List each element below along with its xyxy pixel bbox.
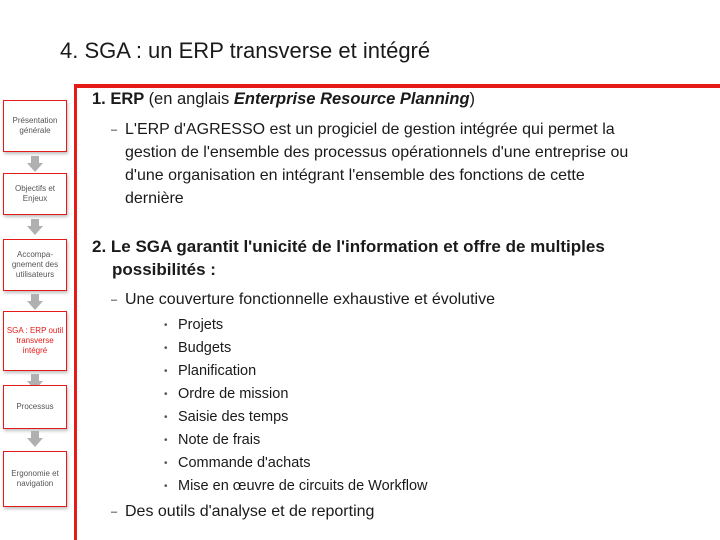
list-item: • Saisie des temps	[164, 409, 289, 425]
sidebar-item-label: Ergonomie et navigation	[11, 469, 59, 488]
sidebar-item-objectifs[interactable]	[3, 173, 67, 215]
list-item: • Ordre de mission	[164, 386, 289, 402]
sidebar-item-label: Présentation générale	[12, 116, 58, 135]
dash-marker: –	[111, 506, 118, 518]
arrow-down-icon	[27, 156, 43, 172]
slide-title: 4. SGA : un ERP transverse et intégré	[60, 38, 431, 63]
sub-point-coverage: Une couverture fonctionnelle exhaustive et évolutive	[125, 291, 495, 308]
point2-heading: 2. Le SGA garantit l'unicité de l'information et offre de multiples possibilités :	[92, 237, 605, 279]
sidebar-item-label: Accompa-gnement des utilisateurs	[11, 250, 59, 279]
sidebar-item-processus[interactable]	[3, 385, 67, 429]
sidebar-item-label: Objectifs et Enjeux	[14, 184, 55, 203]
title-underline	[77, 84, 720, 88]
sidebar-item-accompagnement[interactable]	[3, 239, 67, 291]
sidebar-item-presentation[interactable]	[3, 100, 67, 152]
features-list	[164, 314, 428, 498]
list-item: • Note de frais	[164, 432, 261, 448]
list-item: • Commande d'achats	[164, 455, 311, 471]
arrow-down-icon	[27, 294, 43, 310]
list-item: • Projets	[164, 317, 224, 333]
arrow-down-icon	[27, 431, 43, 447]
sidebar-item-label: SGA : ERP outil transverse intégré	[6, 326, 64, 355]
sidebar-item-ergonomie[interactable]	[3, 451, 67, 507]
point1-paragraph: L'ERP d'AGRESSO est un progiciel de gestion intégrée qui permet la gestion de l'ensemble des processus opérationnels d'une entreprise ou d'une organisation en intégrant l'ensemble des fonctions de cette dernière	[125, 121, 629, 207]
sidebar-divider	[74, 84, 77, 540]
list-item: • Planification	[164, 363, 257, 379]
list-item: • Mise en œuvre de circuits de Workflow	[164, 478, 428, 494]
dash-marker: –	[111, 294, 118, 306]
arrow-down-icon	[27, 219, 43, 235]
sub-point-reporting: Des outils d'analyse et de reporting	[125, 503, 375, 520]
list-item: • Budgets	[164, 340, 232, 356]
dash-marker: –	[111, 124, 118, 136]
sidebar-item-sga[interactable]	[3, 311, 67, 371]
sidebar-item-label: Processus	[16, 402, 54, 411]
point1-heading: 1. ERP (en anglais Enterprise Resource Planning)	[92, 90, 476, 108]
